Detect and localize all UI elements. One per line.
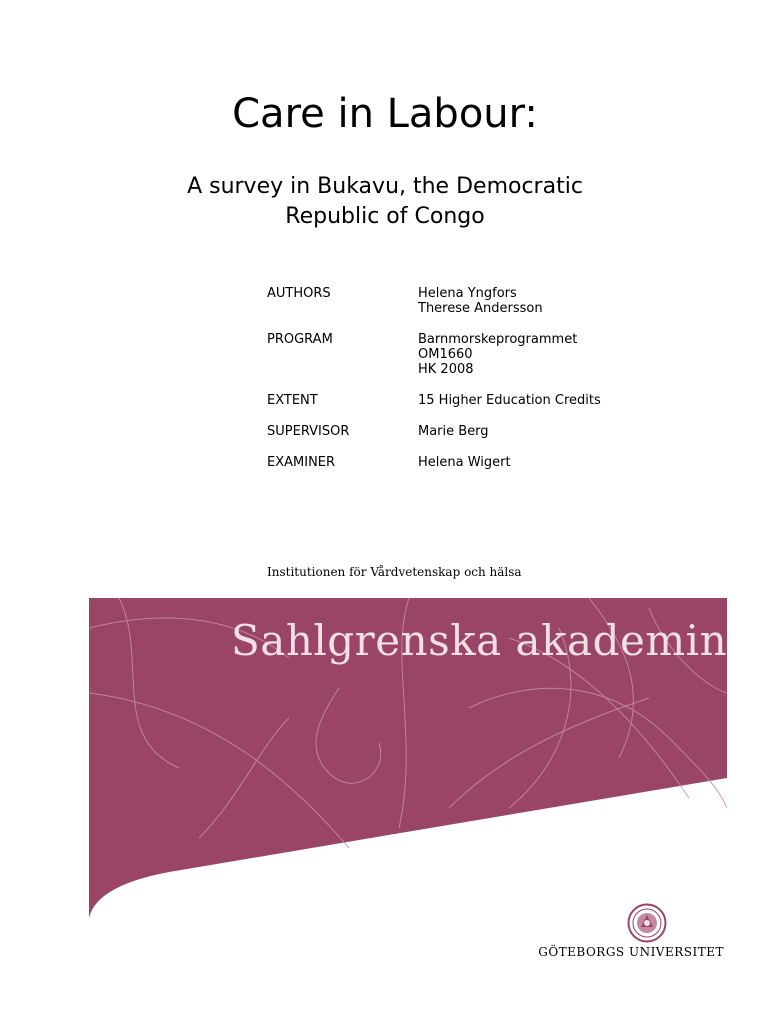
- document-title: Care in Labour:: [232, 91, 538, 137]
- examiner-label: EXAMINER: [267, 455, 336, 470]
- academy-banner: [89, 598, 727, 918]
- program-line: OM1660: [418, 347, 473, 362]
- banner-title: Sahlgrenska akademin: [231, 616, 728, 665]
- details-table: [267, 286, 667, 470]
- details-row-supervisor: [267, 424, 667, 439]
- supervisor-label: SUPERVISOR: [267, 424, 350, 439]
- program-value: [418, 332, 667, 377]
- subtitle-line-1: A survey in Bukavu, the Democratic: [187, 174, 583, 199]
- program-label: PROGRAM: [267, 332, 333, 347]
- details-row-authors: [267, 286, 667, 316]
- supervisor-value: Marie Berg: [418, 424, 489, 439]
- author-name: Helena Yngfors: [418, 286, 517, 301]
- authors-label: AUTHORS: [267, 286, 331, 301]
- program-line: HK 2008: [418, 362, 474, 377]
- university-name: GÖTEBORGS UNIVERSITET: [538, 945, 724, 959]
- extent-label: EXTENT: [267, 393, 318, 408]
- author-name: Therese Andersson: [418, 301, 543, 316]
- university-seal-icon: [627, 903, 667, 943]
- extent-value: 15 Higher Education Credits: [418, 393, 601, 408]
- authors-value: [418, 286, 667, 316]
- details-row-program: [267, 332, 667, 377]
- document-subtitle: [0, 172, 770, 232]
- institution-name: Institutionen för Vårdvetenskap och hälsa: [267, 565, 522, 579]
- program-line: Barnmorskeprogrammet: [418, 332, 578, 347]
- details-row-extent: [267, 393, 667, 408]
- subtitle-line-2: Republic of Congo: [285, 204, 485, 229]
- details-row-examiner: [267, 455, 667, 470]
- examiner-value: Helena Wigert: [418, 455, 511, 470]
